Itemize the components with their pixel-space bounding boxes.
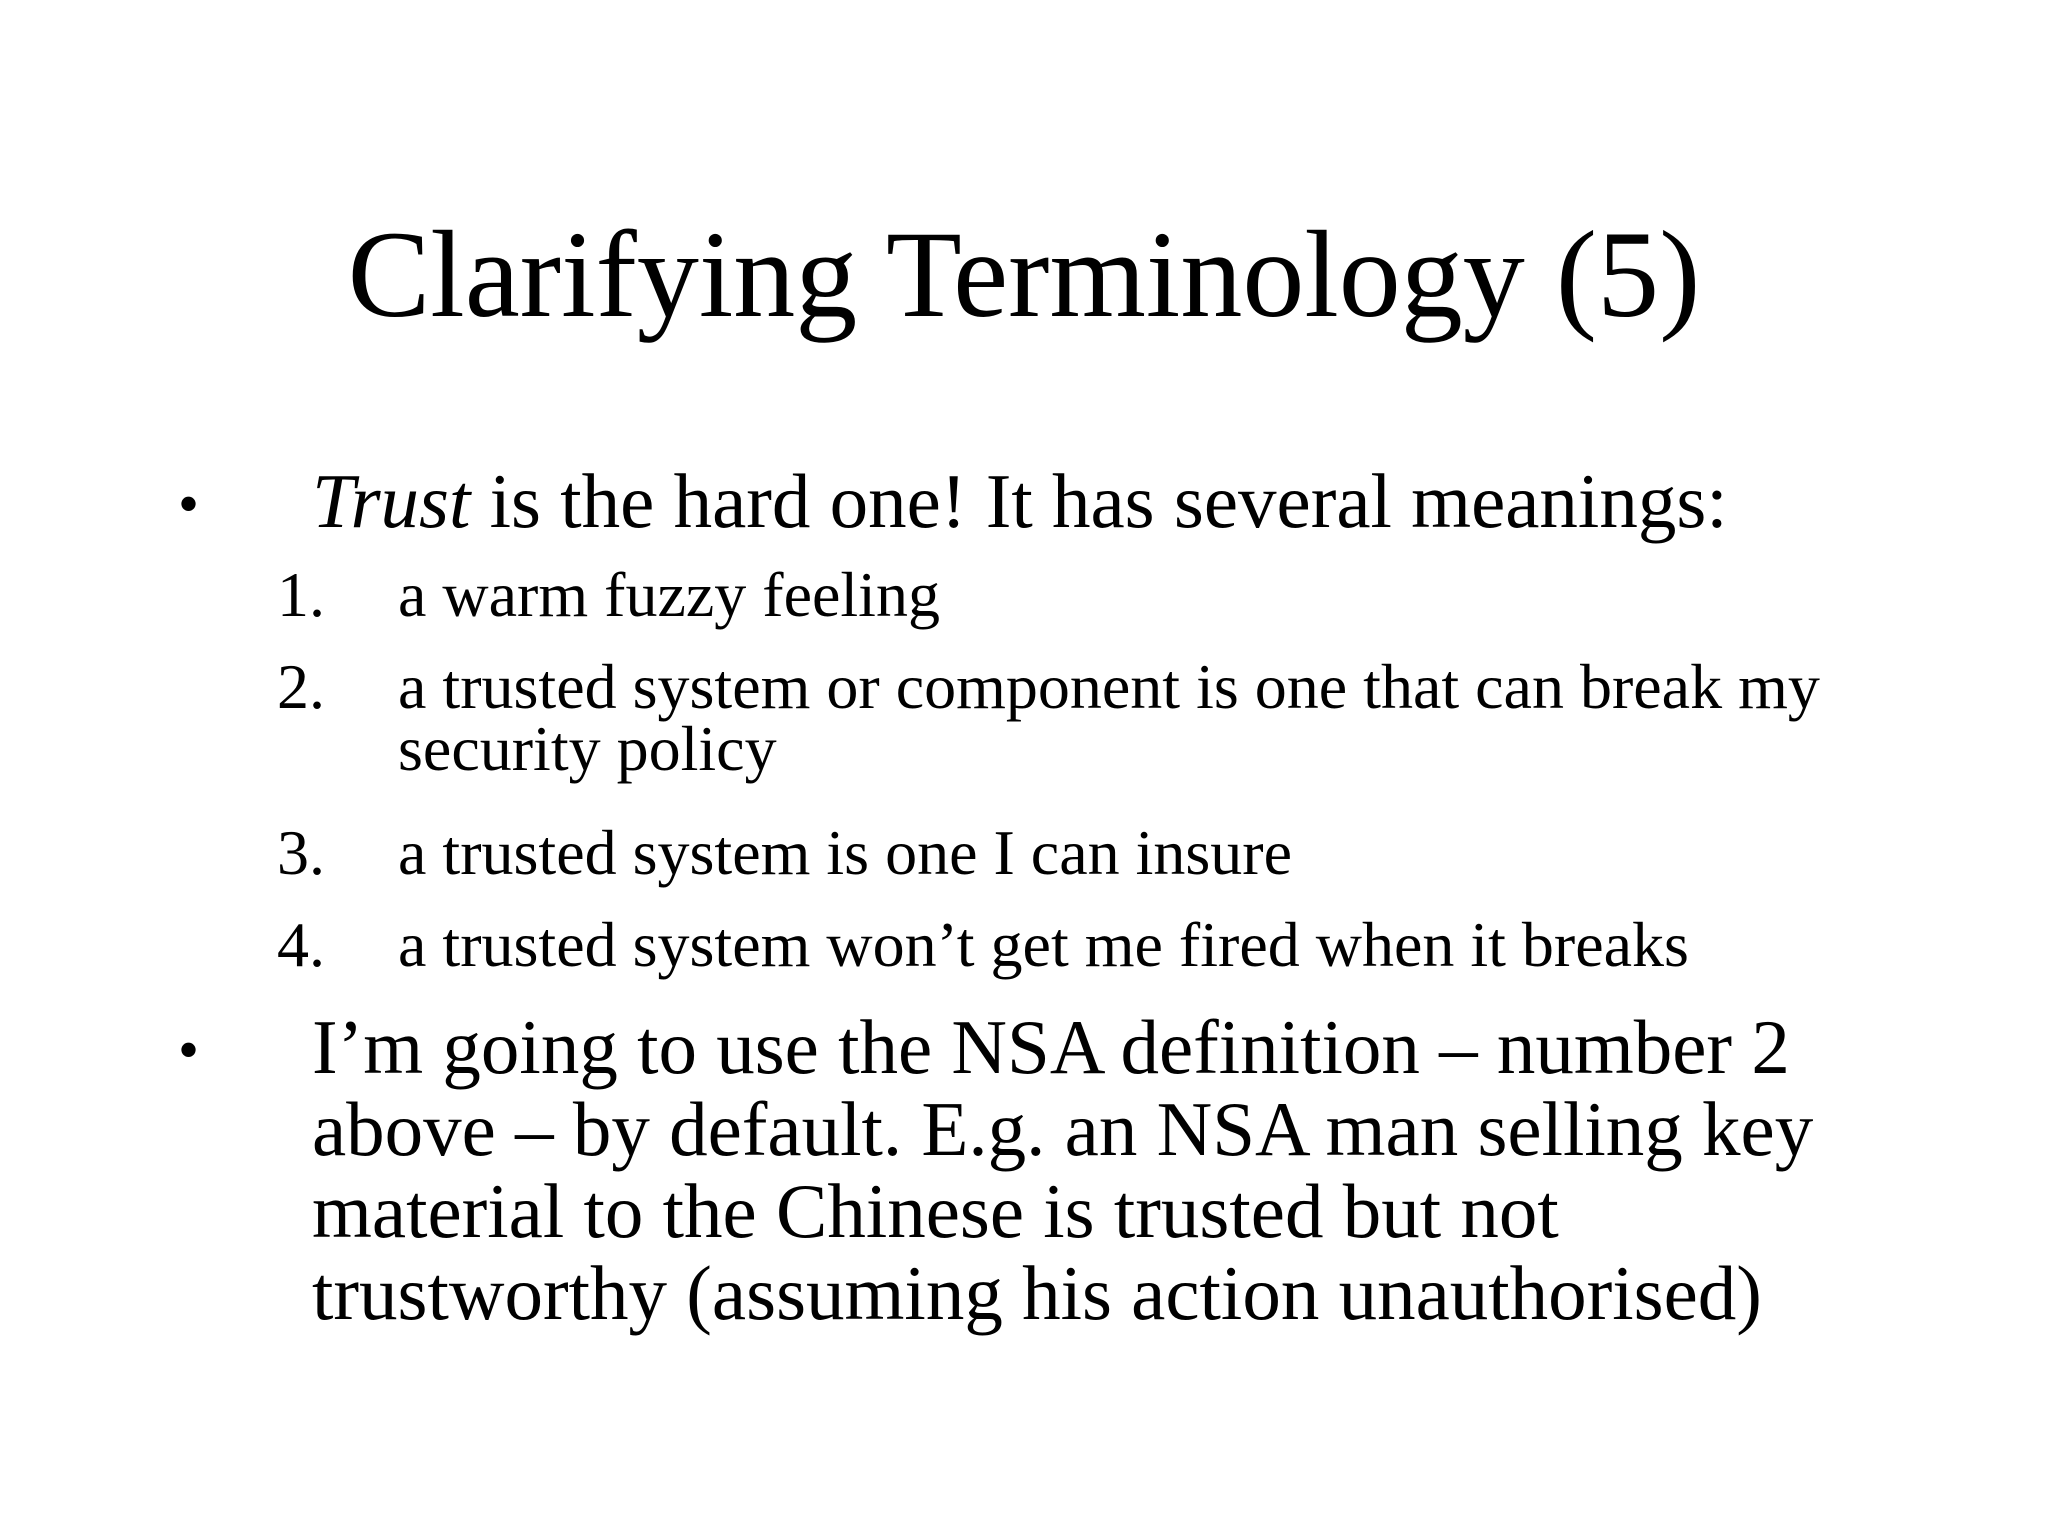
bullet-1-text [312,460,1952,542]
subitem-3-text: a trusted system is one I can insure [398,817,1292,888]
bullet-marker: • [178,471,200,537]
bullet-2-text: I’m going to use the NSA definition – number 2 above – by default. E.g. an NSA man selling key material to the Chinese is trusted but not trustworthy (assuming his action unauthorised) [312,1004,1814,1336]
subitem-4-number: 4. [277,909,325,980]
slide-title: Clarifying Terminology (5) [347,206,1701,343]
subitem-3-number: 3. [277,817,325,888]
bullet-1-rest: is the hard one! It has several meanings: [470,458,1728,544]
subitem-4-text: a trusted system won’t get me fired when it breaks [398,909,1689,980]
subitem-2-text: a trusted system or component is one that can break my security policy [398,651,1820,784]
subitem-2-number: 2. [277,651,325,722]
subitem-1-number: 1. [277,559,325,630]
bullet-marker: • [178,1017,200,1083]
subitem-1-text: a warm fuzzy feeling [398,559,940,630]
bullet-1-italic-term: Trust [312,458,471,544]
